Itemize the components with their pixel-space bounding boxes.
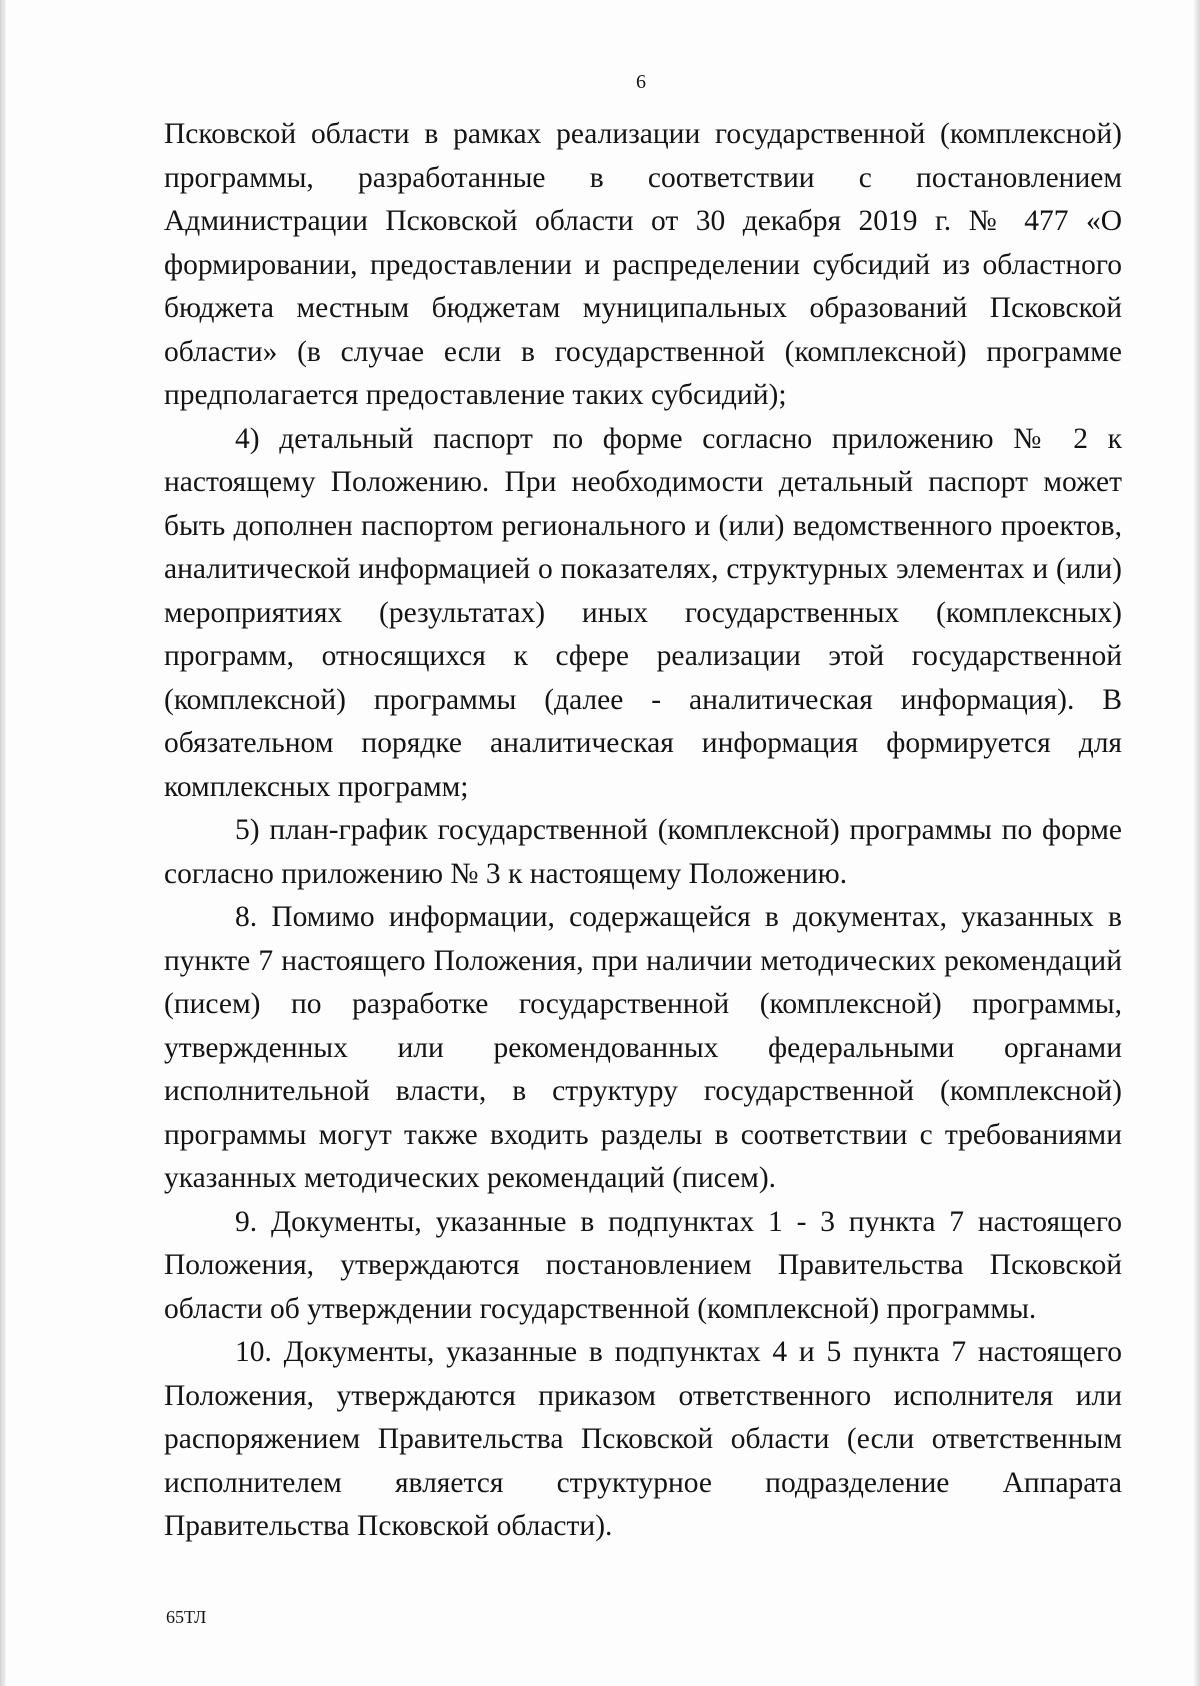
paragraph-clause-9: 9. Документы, указанные в подпунктах 1 - 3 пункта 7 настоящего Положения, утверждаются постановлением Правительства Псковской области об утверждении государственной (комплексной) программы.: [164, 1205, 1122, 1325]
paragraph-clause-8: 8. Помимо информации, содержащейся в документах, указанных в пункте 7 настоящего Положения, при наличии методических рекомендаций (писем) по разработке государственной (комплексной) программы, утвержденных или рекомендованных федеральными органами исполнительной власти, в структуру государственной (комплексной) программы могут также входить разделы в соответствии с требованиями указанных методических рекомендаций (писем).: [164, 901, 1122, 1194]
paragraph-clause-10: 10. Документы, указанные в подпунктах 4 и 5 пункта 7 настоящего Положения, утверждаются приказом ответственного исполнителя или распоряжением Правительства Псковской области (если ответственным исполнителем является структурное подразделение Аппарата Правительства Псковской области).: [164, 1336, 1122, 1542]
paragraph-item-4: 4) детальный паспорт по форме согласно приложению № 2 к настоящему Положению. При необходимости детальный паспорт может быть дополнен паспортом регионального и (или) ведомственного проектов, аналитической информацией о показателях, структурных элементах и (или) мероприятиях (результатах) иных государственных (комплексных) программ, относящихся к сфере реализации этой государственной (комплексной) программы (далее - аналитическая информация). В обязательном порядке аналитическая информация формируется для комплексных программ;: [164, 422, 1122, 803]
footer-code: 65ТЛ: [166, 1607, 207, 1627]
scan-edge-left: [0, 0, 6, 1686]
page-number: 6: [636, 71, 646, 93]
paragraph-continuation: Псковской области в рамках реализации государственной (комплексной) программы, разработанные в соответствии с постановлением Администрации Псковской области от 30 декабря 2019 г. № 477 «О формировании, предоставлении и распределении субсидий из областного бюджета местным бюджетам муниципальных образований Псковской области» (в случае если в государственной (комплексной) программе предполагается предоставление таких субсидий);: [164, 118, 1122, 411]
document-body: [164, 113, 1122, 1549]
paragraph-item-5: 5) план-график государственной (комплексной) программы по форме согласно приложению № 3 к настоящему Положению.: [164, 814, 1122, 890]
scan-edge-right: [1194, 0, 1200, 1686]
